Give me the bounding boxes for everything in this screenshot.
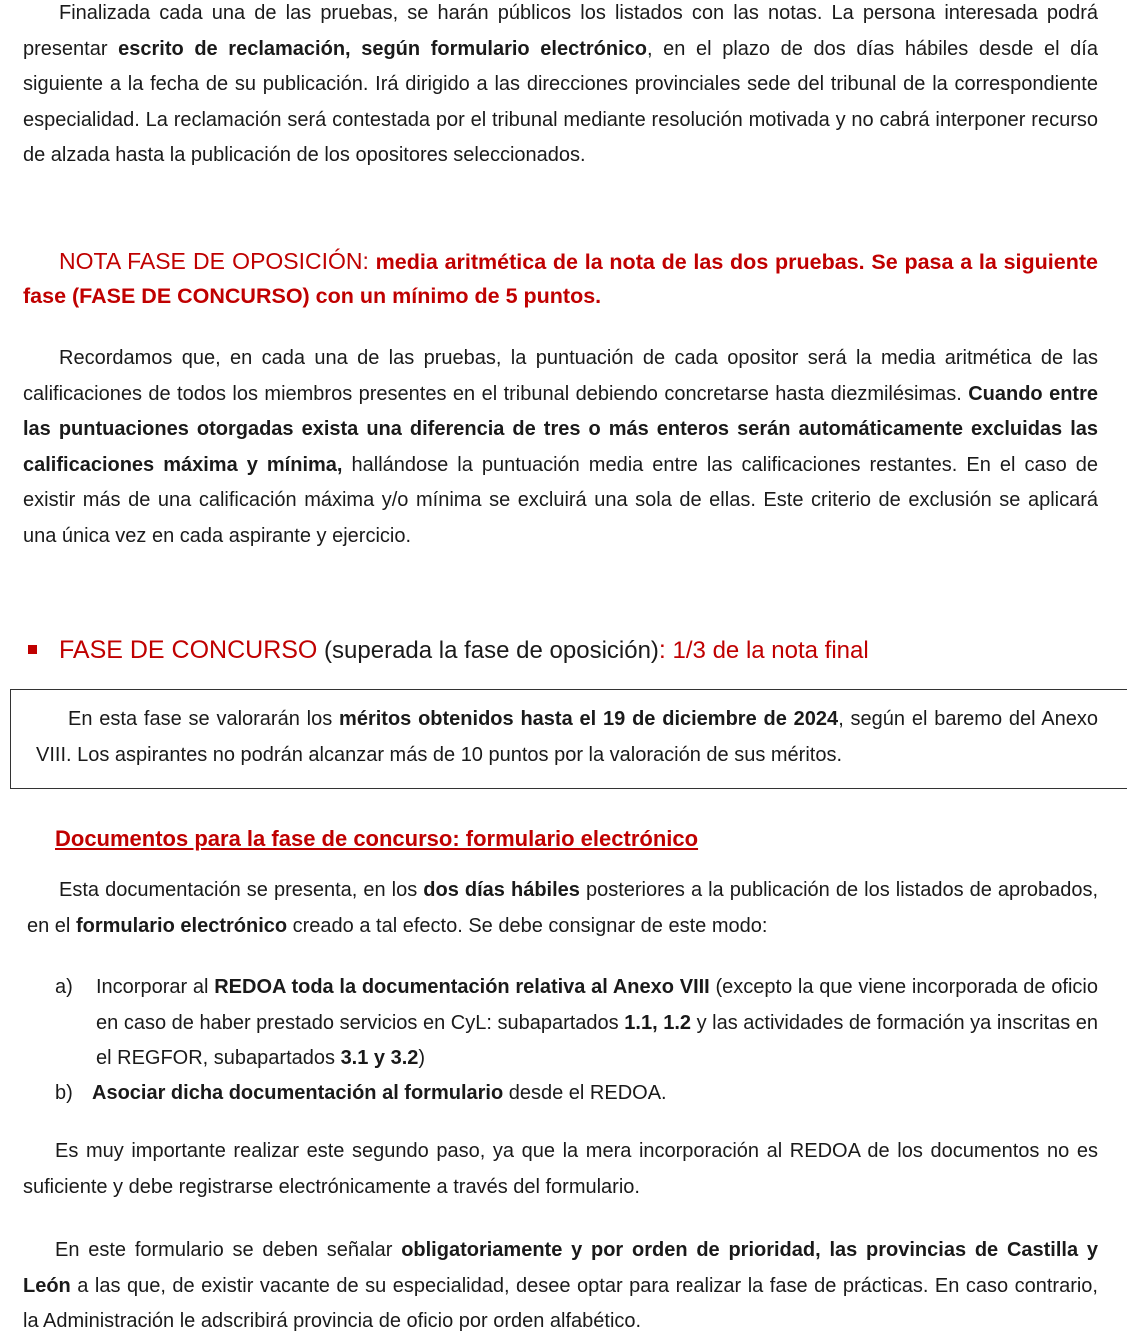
nota-fase-oposicion [23, 244, 1098, 313]
list-marker: b) [55, 1082, 73, 1104]
heading-weight: 1/3 de la nota final [665, 637, 869, 664]
list-text: Asociar dicha documentación al formulario desde el REDOA. [92, 1082, 667, 1104]
text: , en el plazo de dos días hábiles desde el día siguiente a la fecha de su publicación. Irá dirigido a las direcciones provinciales sede del tribunal de la correspondiente especialidad. La reclamación será contestada por el tribunal mediante resolución motivada y no cabrá interponer recurso de alzada hasta la publicación de los opositores seleccionados. [23, 37, 1098, 166]
heading-subtitle: (superada la fase de oposición) [317, 637, 659, 664]
paragraph-puntuacion [23, 341, 1098, 554]
text: En este formulario se deben señalar [55, 1239, 402, 1261]
paragraph-provincias [23, 1233, 1098, 1340]
text: hallándose la puntuación media entre las calificaciones restantes. En el caso de existir más de una calificación máxima y/o mínima se excluirá una sola de ellas. Este criterio de exclusión se aplicará una única vez en cada aspirante y ejercicio. [23, 453, 1098, 547]
text: posteriores a la publicación de los listados de aprobados, en el [27, 879, 1099, 937]
bold-text: formulario electrónico [75, 914, 288, 937]
text: Recordamos que, en cada una de las pruebas, la puntuación de cada opositor será la media aritmética de las calificaciones de todos los miembros presentes en el tribunal debiendo concretarse hasta diezmilésimas. [23, 347, 1098, 405]
documentos-heading: Documentos para la fase de concurso: formulario electrónico [55, 826, 699, 851]
nota-text: media aritmética de la nota de las dos pruebas. Se pasa a la siguiente fase (FASE DE CONCURSO) con un mínimo de 5 puntos. [23, 250, 1098, 308]
list-item-b [55, 1076, 1098, 1112]
bold-text: Cuando entre las puntuaciones otorgadas exista una diferencia de tres o más enteros serán automáticamente excluidas las calificaciones máxima y mínima, [23, 382, 1098, 476]
text: a las que, de existir vacante de su especialidad, desee optar para realizar la fase de prácticas. En caso contrario, la Administración le adscribirá provincia de oficio por orden alfabético. [23, 1274, 1098, 1332]
bold-text: escrito de reclamación, según formulario electrónico [118, 37, 647, 60]
paragraph-importante: Es muy importante realizar este segundo paso, ya que la mera incorporación al REDOA de los documentos no es suficiente y debe registrarse electrónicamente a través del formulario. [23, 1140, 1098, 1198]
list-text: Incorporar al REDOA toda la documentación relativa al Anexo VIII (excepto la que viene incorporada de oficio en caso de haber prestado servicios en CyL: subapartados 1.1, 1.2 y las actividades de formación ya inscritas en el REGFOR, subapartados 3.1 y 3.2) [96, 976, 1099, 1069]
bold-text: méritos obtenidos hasta el 19 de diciembre de 2024 [339, 708, 839, 730]
text: Esta documentación se presenta, en los [59, 879, 424, 901]
text: creado a tal efecto. Se debe consignar de este modo: [287, 914, 768, 937]
fase-concurso-heading [59, 632, 869, 669]
heading-colon: : [658, 636, 666, 664]
bold-text: obligatoriamente y por orden de prioridad, las provincias de Castilla y León [23, 1239, 1099, 1297]
paragraph-reclamacion [23, 0, 1098, 174]
text: En esta fase se valorarán los [68, 708, 340, 730]
nota-label: NOTA FASE DE OPOSICIÓN: [59, 248, 369, 274]
merits-box-text [36, 702, 1098, 773]
bullet-square-icon [28, 645, 37, 654]
paragraph-documentacion [27, 873, 1098, 944]
list-item-a [55, 970, 1098, 1077]
text: , según el baremo del Anexo VIII. Los aspirantes no podrán alcanzar más de 10 puntos por la valoración de sus méritos. [36, 708, 1098, 766]
heading-title: FASE DE CONCURSO [59, 636, 318, 664]
bold-text: dos días hábiles [423, 879, 580, 901]
text: Finalizada cada una de las pruebas, se harán públicos los listados con las notas. La persona interesada podrá presentar [23, 2, 1098, 60]
list-marker: a) [55, 976, 73, 998]
